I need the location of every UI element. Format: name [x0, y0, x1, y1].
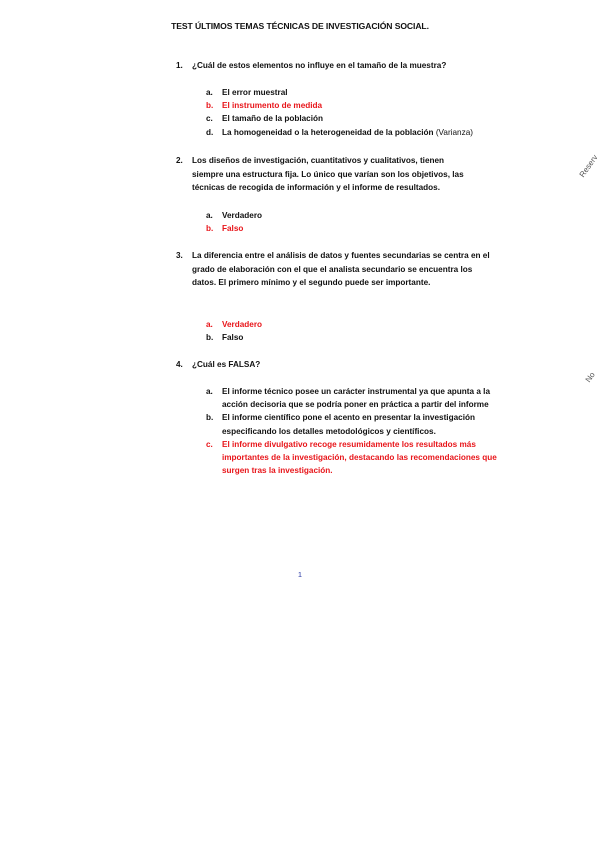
options-2 — [206, 209, 506, 235]
options-4 — [206, 385, 498, 477]
option-4a: a. El informe técnico posee un carácter instrumental ya que apunta a la acción decisoria que se podría poner en práctica a partir del informe — [206, 387, 490, 410]
option-3b: b. Falso — [206, 333, 244, 343]
watermark-no: No — [583, 370, 597, 384]
question-4 — [176, 358, 506, 372]
question-text: Los diseños de investigación, cuantitativos y cualitativos, tienen siempre una estructura fija. Lo único que varían son los objetivos, las técnicas de recogida de información y el informe de resultados. — [192, 156, 464, 193]
question-number: 3. — [176, 251, 183, 260]
option-1b-correct: b. El instrumento de medida — [206, 101, 323, 111]
option-1a: a. El error muestral — [206, 88, 288, 97]
question-1 — [176, 59, 506, 73]
option-1d: d. La homogeneidad o la heterogeneidad de la población (Varianza) — [206, 127, 473, 137]
options-3 — [206, 318, 506, 344]
page-title: TEST ÚLTIMOS TEMAS TÉCNICAS DE INVESTIGACIÓN SOCIAL. — [171, 21, 429, 31]
question-3 — [176, 249, 496, 290]
option-2b-correct: b. Falso — [206, 224, 244, 234]
question-text: La diferencia entre el análisis de datos y fuentes secundarias se centra en el grado de elaboración con el que el analista secundario se encuentra los datos. El primero mínimo y el segundo puede ser importante. — [192, 251, 490, 288]
option-4c-correct: c. El informe divulgativo recoge resumidamente los resultados más importantes de la investigación, destacando las recomendaciones que surgen tras la investigación. — [206, 439, 497, 476]
option-3a-correct: a. Verdadero — [206, 320, 263, 329]
option-4b: b. El informe científico pone el acento en presentar la investigación especificando los detalles metodológicos y científicos. — [206, 413, 475, 436]
question-number: 4. — [176, 360, 183, 369]
page-number: 1 — [297, 570, 303, 579]
question-number: 1. — [176, 61, 183, 70]
question-text: ¿Cuál de estos elementos no influye en el tamaño de la muestra? — [192, 61, 447, 70]
watermark-reserv: Reserv — [577, 153, 600, 179]
options-1 — [206, 86, 506, 139]
question-number: 2. — [176, 156, 183, 165]
option-1c: c. El tamaño de la población — [206, 114, 323, 124]
question-text: ¿Cuál es FALSA? — [192, 360, 261, 369]
question-2 — [176, 154, 476, 195]
option-2a: a. Verdadero — [206, 211, 263, 220]
